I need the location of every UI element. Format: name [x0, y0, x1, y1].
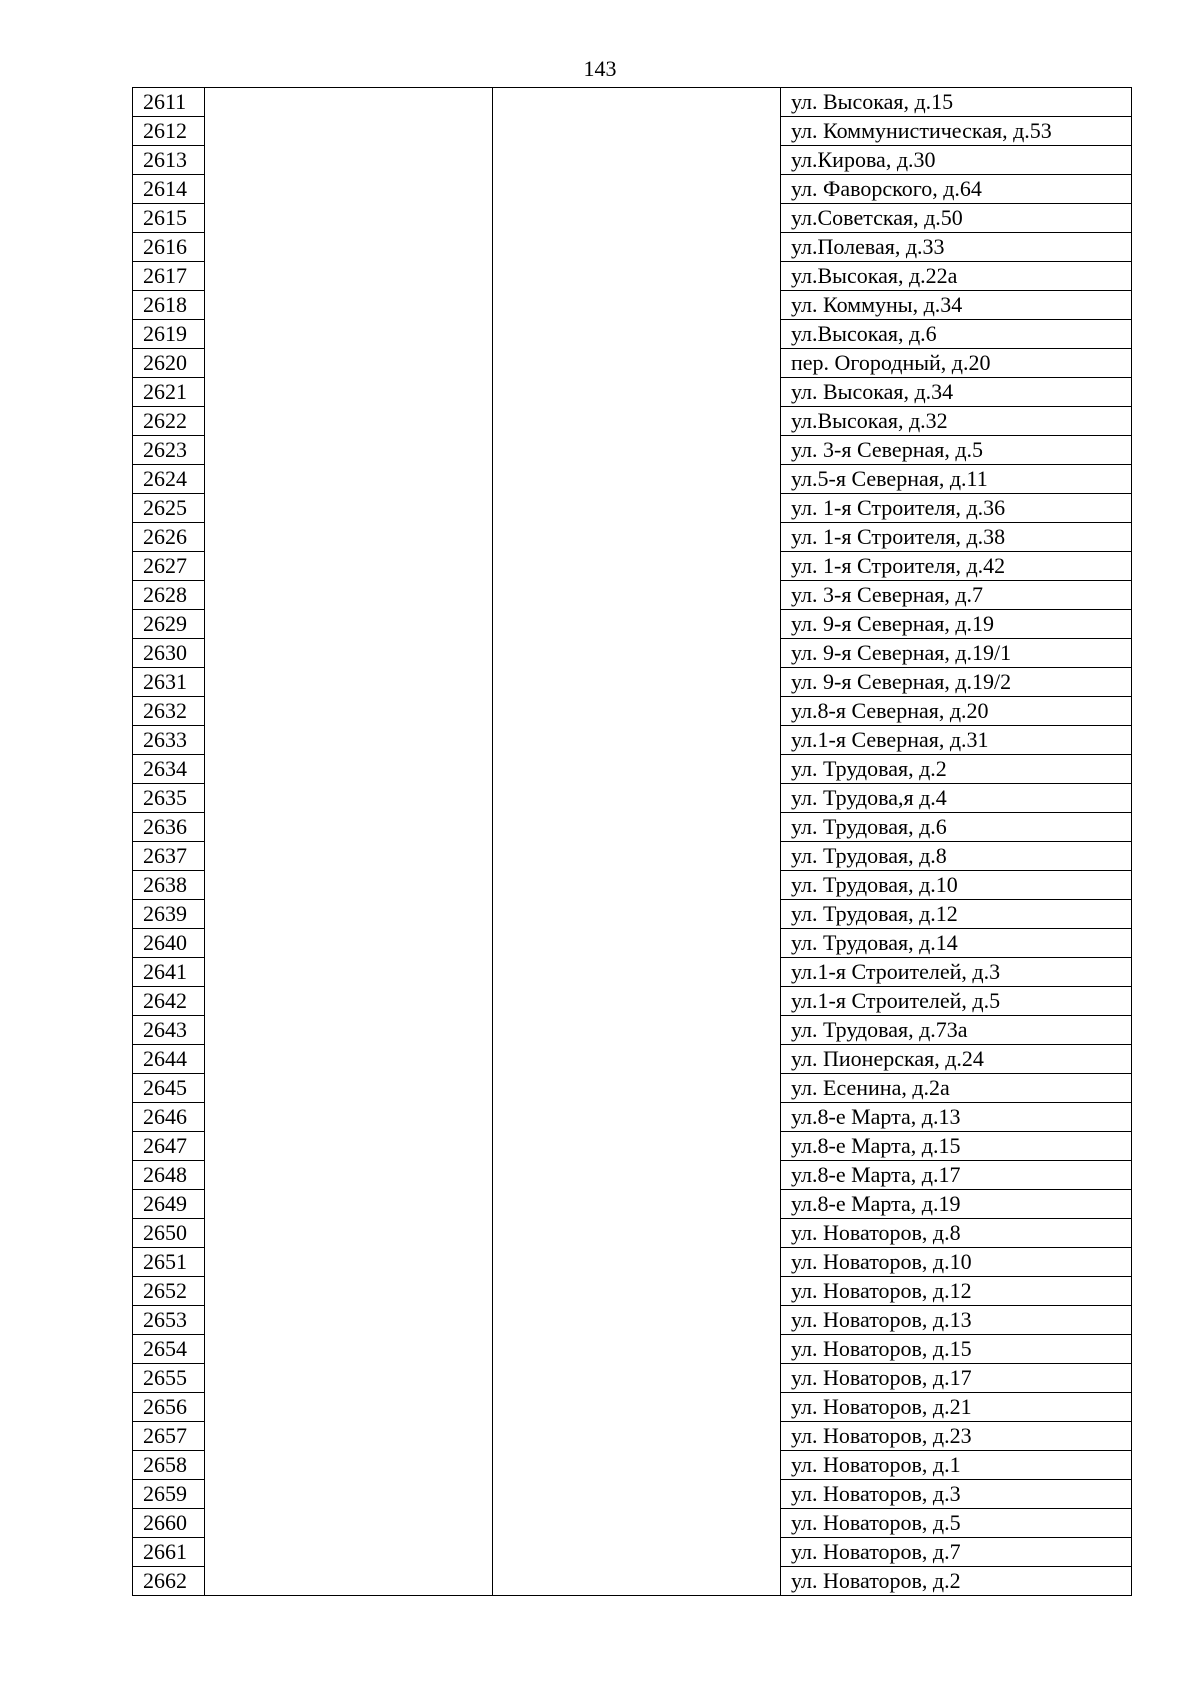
- row-number: 2643: [133, 1016, 205, 1045]
- row-number: 2624: [133, 465, 205, 494]
- address-cell: ул.Высокая, д.32: [781, 407, 1132, 436]
- empty-cell: [205, 436, 493, 465]
- empty-cell: [493, 813, 781, 842]
- empty-cell: [493, 726, 781, 755]
- address-cell: ул. 1-я Строителя, д.36: [781, 494, 1132, 523]
- row-number: 2636: [133, 813, 205, 842]
- empty-cell: [205, 987, 493, 1016]
- empty-cell: [205, 900, 493, 929]
- row-number: 2621: [133, 378, 205, 407]
- table-row: [133, 494, 1132, 523]
- empty-cell: [205, 697, 493, 726]
- table-row: [133, 987, 1132, 1016]
- row-number: 2623: [133, 436, 205, 465]
- empty-cell: [205, 639, 493, 668]
- table-row: [133, 610, 1132, 639]
- address-cell: ул.Высокая, д.22а: [781, 262, 1132, 291]
- row-number: 2622: [133, 407, 205, 436]
- empty-cell: [493, 610, 781, 639]
- empty-cell: [493, 871, 781, 900]
- address-cell: ул. Коммуны, д.34: [781, 291, 1132, 320]
- empty-cell: [205, 465, 493, 494]
- empty-cell: [205, 1480, 493, 1509]
- address-cell: ул. Новаторов, д.17: [781, 1364, 1132, 1393]
- address-cell: ул.Высокая, д.6: [781, 320, 1132, 349]
- empty-cell: [205, 378, 493, 407]
- empty-cell: [205, 1306, 493, 1335]
- table-row: [133, 1190, 1132, 1219]
- empty-cell: [493, 262, 781, 291]
- row-number: 2661: [133, 1538, 205, 1567]
- row-number: 2630: [133, 639, 205, 668]
- table-row: [133, 1306, 1132, 1335]
- row-number: 2632: [133, 697, 205, 726]
- address-cell: ул. Новаторов, д.23: [781, 1422, 1132, 1451]
- address-cell: ул. Коммунистическая, д.53: [781, 117, 1132, 146]
- empty-cell: [205, 581, 493, 610]
- row-number: 2637: [133, 842, 205, 871]
- empty-cell: [205, 1045, 493, 1074]
- empty-cell: [205, 1016, 493, 1045]
- empty-cell: [205, 1190, 493, 1219]
- empty-cell: [493, 668, 781, 697]
- address-cell: ул. Новаторов, д.12: [781, 1277, 1132, 1306]
- empty-cell: [205, 117, 493, 146]
- table-row: [133, 146, 1132, 175]
- row-number: 2611: [133, 88, 205, 117]
- empty-cell: [493, 1509, 781, 1538]
- empty-cell: [493, 378, 781, 407]
- table-row: [133, 407, 1132, 436]
- empty-cell: [493, 1248, 781, 1277]
- empty-cell: [493, 146, 781, 175]
- empty-cell: [493, 581, 781, 610]
- row-number: 2651: [133, 1248, 205, 1277]
- empty-cell: [493, 465, 781, 494]
- table-row: [133, 1422, 1132, 1451]
- table-row: [133, 639, 1132, 668]
- address-cell: ул. Трудовая, д.8: [781, 842, 1132, 871]
- row-number: 2657: [133, 1422, 205, 1451]
- empty-cell: [205, 320, 493, 349]
- empty-cell: [493, 1451, 781, 1480]
- address-cell: ул. Трудова,я д.4: [781, 784, 1132, 813]
- empty-cell: [493, 1161, 781, 1190]
- empty-cell: [493, 1393, 781, 1422]
- row-number: 2646: [133, 1103, 205, 1132]
- empty-cell: [493, 987, 781, 1016]
- row-number: 2633: [133, 726, 205, 755]
- table-row: [133, 784, 1132, 813]
- row-number: 2656: [133, 1393, 205, 1422]
- table-row: [133, 204, 1132, 233]
- table-row: [133, 552, 1132, 581]
- empty-cell: [493, 639, 781, 668]
- row-number: 2640: [133, 929, 205, 958]
- table-row: [133, 755, 1132, 784]
- table-row: [133, 813, 1132, 842]
- table-row: [133, 117, 1132, 146]
- table-row: [133, 1219, 1132, 1248]
- row-number: 2649: [133, 1190, 205, 1219]
- table-row: [133, 726, 1132, 755]
- empty-cell: [205, 726, 493, 755]
- empty-cell: [493, 755, 781, 784]
- address-cell: ул. Новаторов, д.1: [781, 1451, 1132, 1480]
- empty-cell: [493, 1422, 781, 1451]
- empty-cell: [493, 1335, 781, 1364]
- empty-cell: [205, 1538, 493, 1567]
- table-row: [133, 1451, 1132, 1480]
- address-cell: ул. Пионерская, д.24: [781, 1045, 1132, 1074]
- row-number: 2638: [133, 871, 205, 900]
- row-number: 2645: [133, 1074, 205, 1103]
- address-cell: ул.5-я Северная, д.11: [781, 465, 1132, 494]
- row-number: 2642: [133, 987, 205, 1016]
- row-number: 2635: [133, 784, 205, 813]
- address-cell: ул. 3-я Северная, д.5: [781, 436, 1132, 465]
- address-cell: ул. Трудовая, д.73а: [781, 1016, 1132, 1045]
- row-number: 2629: [133, 610, 205, 639]
- empty-cell: [493, 175, 781, 204]
- address-cell: ул. Трудовая, д.10: [781, 871, 1132, 900]
- address-cell: ул.Советская, д.50: [781, 204, 1132, 233]
- row-number: 2644: [133, 1045, 205, 1074]
- empty-cell: [493, 1277, 781, 1306]
- address-cell: ул.8-е Марта, д.15: [781, 1132, 1132, 1161]
- table-row: [133, 1335, 1132, 1364]
- row-number: 2617: [133, 262, 205, 291]
- empty-cell: [493, 1045, 781, 1074]
- empty-cell: [205, 842, 493, 871]
- table-row: [133, 1538, 1132, 1567]
- empty-cell: [205, 146, 493, 175]
- address-cell: ул.8-е Марта, д.17: [781, 1161, 1132, 1190]
- empty-cell: [493, 88, 781, 117]
- empty-cell: [493, 552, 781, 581]
- table-row: [133, 378, 1132, 407]
- empty-cell: [493, 1364, 781, 1393]
- empty-cell: [205, 523, 493, 552]
- address-cell: ул. Трудовая, д.14: [781, 929, 1132, 958]
- address-cell: ул. Новаторов, д.13: [781, 1306, 1132, 1335]
- row-number: 2614: [133, 175, 205, 204]
- empty-cell: [493, 1306, 781, 1335]
- row-number: 2658: [133, 1451, 205, 1480]
- table-row: [133, 233, 1132, 262]
- empty-cell: [205, 610, 493, 639]
- empty-cell: [205, 1132, 493, 1161]
- table-row: [133, 1132, 1132, 1161]
- address-cell: ул. 9-я Северная, д.19: [781, 610, 1132, 639]
- row-number: 2653: [133, 1306, 205, 1335]
- table-row: [133, 1103, 1132, 1132]
- empty-cell: [205, 1219, 493, 1248]
- empty-cell: [205, 262, 493, 291]
- address-cell: ул.1-я Строителей, д.3: [781, 958, 1132, 987]
- table-row: [133, 436, 1132, 465]
- empty-cell: [493, 291, 781, 320]
- empty-cell: [493, 929, 781, 958]
- address-cell: пер. Огородный, д.20: [781, 349, 1132, 378]
- table-row: [133, 175, 1132, 204]
- empty-cell: [205, 1103, 493, 1132]
- table-row: [133, 929, 1132, 958]
- empty-cell: [493, 697, 781, 726]
- empty-cell: [205, 871, 493, 900]
- row-number: 2662: [133, 1567, 205, 1596]
- address-table: [132, 87, 1132, 1596]
- table-row: [133, 900, 1132, 929]
- row-number: 2660: [133, 1509, 205, 1538]
- table-row: [133, 1364, 1132, 1393]
- empty-cell: [205, 233, 493, 262]
- address-cell: ул. Есенина, д.2а: [781, 1074, 1132, 1103]
- empty-cell: [205, 755, 493, 784]
- table-row: [133, 1277, 1132, 1306]
- table-row: [133, 668, 1132, 697]
- empty-cell: [493, 494, 781, 523]
- row-number: 2626: [133, 523, 205, 552]
- address-cell: ул. Трудовая, д.2: [781, 755, 1132, 784]
- empty-cell: [493, 523, 781, 552]
- address-table-body: [133, 88, 1132, 1596]
- table-row: [133, 1509, 1132, 1538]
- table-row: [133, 465, 1132, 494]
- empty-cell: [205, 1248, 493, 1277]
- empty-cell: [493, 900, 781, 929]
- empty-cell: [493, 1132, 781, 1161]
- table-row: [133, 697, 1132, 726]
- address-cell: ул.1-я Северная, д.31: [781, 726, 1132, 755]
- address-cell: ул. Трудовая, д.12: [781, 900, 1132, 929]
- table-row: [133, 1016, 1132, 1045]
- table-row: [133, 1248, 1132, 1277]
- table-row: [133, 523, 1132, 552]
- empty-cell: [493, 1190, 781, 1219]
- empty-cell: [493, 1480, 781, 1509]
- empty-cell: [493, 349, 781, 378]
- address-cell: ул. 9-я Северная, д.19/1: [781, 639, 1132, 668]
- table-row: [133, 320, 1132, 349]
- empty-cell: [205, 784, 493, 813]
- empty-cell: [493, 436, 781, 465]
- empty-cell: [205, 813, 493, 842]
- table-row: [133, 842, 1132, 871]
- empty-cell: [205, 1364, 493, 1393]
- address-cell: ул. Новаторов, д.2: [781, 1567, 1132, 1596]
- address-cell: ул. Новаторов, д.7: [781, 1538, 1132, 1567]
- row-number: 2627: [133, 552, 205, 581]
- empty-cell: [493, 204, 781, 233]
- address-cell: ул. Высокая, д.15: [781, 88, 1132, 117]
- address-cell: ул. Новаторов, д.3: [781, 1480, 1132, 1509]
- empty-cell: [205, 349, 493, 378]
- row-number: 2641: [133, 958, 205, 987]
- empty-cell: [493, 320, 781, 349]
- row-number: 2639: [133, 900, 205, 929]
- address-cell: ул.1-я Строителей, д.5: [781, 987, 1132, 1016]
- row-number: 2655: [133, 1364, 205, 1393]
- table-row: [133, 958, 1132, 987]
- row-number: 2620: [133, 349, 205, 378]
- row-number: 2659: [133, 1480, 205, 1509]
- row-number: 2652: [133, 1277, 205, 1306]
- table-row: [133, 1480, 1132, 1509]
- row-number: 2612: [133, 117, 205, 146]
- empty-cell: [205, 1161, 493, 1190]
- empty-cell: [493, 233, 781, 262]
- empty-cell: [493, 1074, 781, 1103]
- empty-cell: [205, 668, 493, 697]
- empty-cell: [205, 1277, 493, 1306]
- address-cell: ул.Полевая, д.33: [781, 233, 1132, 262]
- empty-cell: [205, 291, 493, 320]
- row-number: 2634: [133, 755, 205, 784]
- address-cell: ул.8-е Марта, д.13: [781, 1103, 1132, 1132]
- table-row: [133, 1393, 1132, 1422]
- row-number: 2654: [133, 1335, 205, 1364]
- address-cell: ул.8-я Северная, д.20: [781, 697, 1132, 726]
- row-number: 2613: [133, 146, 205, 175]
- address-cell: ул. Трудовая, д.6: [781, 813, 1132, 842]
- address-cell: ул. Новаторов, д.15: [781, 1335, 1132, 1364]
- address-cell: ул. Новаторов, д.8: [781, 1219, 1132, 1248]
- address-cell: ул.Кирова, д.30: [781, 146, 1132, 175]
- table-row: [133, 1074, 1132, 1103]
- empty-cell: [205, 929, 493, 958]
- row-number: 2647: [133, 1132, 205, 1161]
- row-number: 2615: [133, 204, 205, 233]
- empty-cell: [493, 1567, 781, 1596]
- address-cell: ул. Новаторов, д.21: [781, 1393, 1132, 1422]
- empty-cell: [205, 175, 493, 204]
- row-number: 2631: [133, 668, 205, 697]
- table-row: [133, 291, 1132, 320]
- table-row: [133, 262, 1132, 291]
- empty-cell: [493, 1538, 781, 1567]
- address-cell: ул.8-е Марта, д.19: [781, 1190, 1132, 1219]
- table-row: [133, 581, 1132, 610]
- row-number: 2616: [133, 233, 205, 262]
- table-row: [133, 349, 1132, 378]
- address-cell: ул. Высокая, д.34: [781, 378, 1132, 407]
- empty-cell: [205, 1567, 493, 1596]
- empty-cell: [205, 552, 493, 581]
- address-cell: ул. 3-я Северная, д.7: [781, 581, 1132, 610]
- row-number: 2619: [133, 320, 205, 349]
- empty-cell: [205, 204, 493, 233]
- empty-cell: [205, 407, 493, 436]
- address-cell: ул. Фаворского, д.64: [781, 175, 1132, 204]
- address-cell: ул. 1-я Строителя, д.38: [781, 523, 1132, 552]
- row-number: 2648: [133, 1161, 205, 1190]
- table-row: [133, 88, 1132, 117]
- empty-cell: [493, 784, 781, 813]
- empty-cell: [493, 1219, 781, 1248]
- page-number: 143: [583, 56, 617, 81]
- address-cell: ул. Новаторов, д.5: [781, 1509, 1132, 1538]
- empty-cell: [205, 1335, 493, 1364]
- empty-cell: [205, 1393, 493, 1422]
- empty-cell: [493, 117, 781, 146]
- empty-cell: [205, 1422, 493, 1451]
- empty-cell: [205, 958, 493, 987]
- row-number: 2650: [133, 1219, 205, 1248]
- row-number: 2618: [133, 291, 205, 320]
- empty-cell: [493, 842, 781, 871]
- address-cell: ул. Новаторов, д.10: [781, 1248, 1132, 1277]
- empty-cell: [493, 1016, 781, 1045]
- table-row: [133, 1045, 1132, 1074]
- address-cell: ул. 1-я Строителя, д.42: [781, 552, 1132, 581]
- row-number: 2628: [133, 581, 205, 610]
- empty-cell: [493, 958, 781, 987]
- address-cell: ул. 9-я Северная, д.19/2: [781, 668, 1132, 697]
- table-row: [133, 1161, 1132, 1190]
- row-number: 2625: [133, 494, 205, 523]
- empty-cell: [205, 1074, 493, 1103]
- empty-cell: [205, 1509, 493, 1538]
- empty-cell: [205, 1451, 493, 1480]
- empty-cell: [493, 407, 781, 436]
- table-row: [133, 1567, 1132, 1596]
- empty-cell: [493, 1103, 781, 1132]
- empty-cell: [205, 494, 493, 523]
- table-row: [133, 871, 1132, 900]
- empty-cell: [205, 88, 493, 117]
